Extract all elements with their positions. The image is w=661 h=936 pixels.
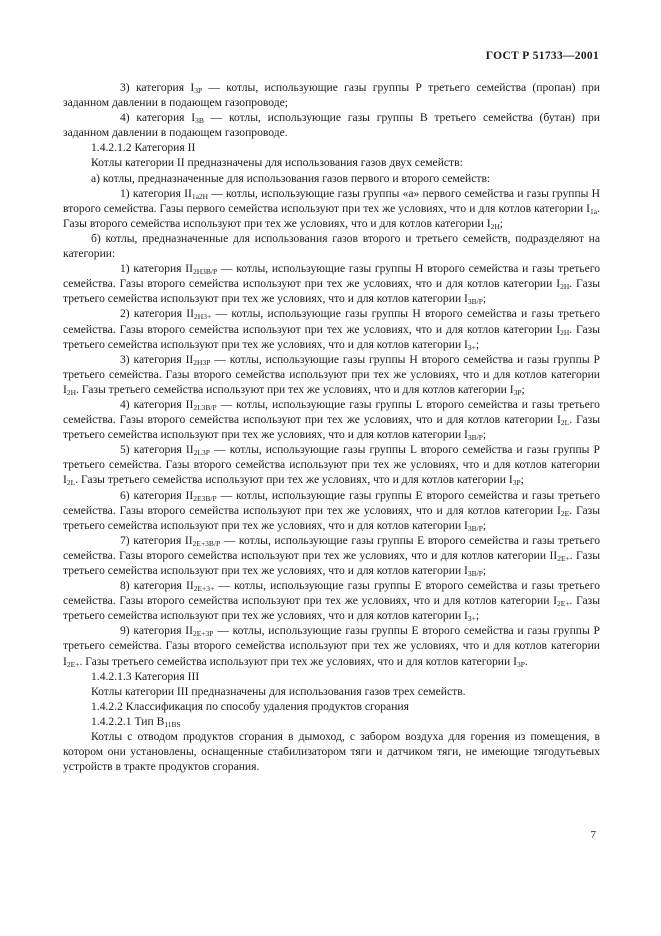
subscript-text: 3+ — [467, 342, 476, 352]
paragraph — [63, 578, 600, 623]
paragraph-text: 7) категория II — [120, 533, 193, 547]
subscript-text: 2H3B/P — [192, 267, 218, 277]
paragraph-text: ; — [482, 564, 487, 577]
paragraph — [63, 684, 600, 699]
subscript-text: 2E+ — [556, 599, 570, 609]
paragraph-text: ; — [475, 609, 480, 623]
paragraph — [63, 352, 600, 397]
subscript-text: 2H — [490, 221, 500, 231]
paragraph-text: — котлы, использующие газы группы Н второго семейства и газы третьего семейства. Газы второго семейства используют при тех же условиях, что и для котлов категории I — [63, 307, 600, 336]
paragraph — [63, 306, 600, 351]
paragraph-text: — котлы, использующие газы группы L второго семейства и газы группы Р третьего семейства. Газы второго семейства используют при тех же условиях, что и для котлов категории I — [63, 443, 600, 487]
paragraph-text: — котлы, использующие газы группы Е второго семейства и газы третьего семейства. Газы второго семейства используют при тех же условиях, что и для котлов категории II — [63, 533, 600, 562]
paragraph-text: . Газы третьего семейства используют при тех же условиях, что и для котлов категории I — [63, 277, 600, 306]
paragraph-text: — котлы, использующие газы группы «а» первого семейства и газы группы Н второго семейства. Газы первого семейства используют при тех же условиях, что и для котлов категории I — [63, 186, 600, 215]
paragraph-text: 3) категория I — [120, 81, 195, 94]
paragraph-text: ; — [499, 216, 503, 230]
paragraph-text: — котлы, использующие газы группы Н второго семейства и газы группы Р третьего семейства. Газы второго семейства используют при тех же условиях, что и для котлов категории I — [63, 352, 600, 396]
paragraph-text: 3) категория II — [120, 352, 194, 366]
subscript-text: 3B/P — [467, 297, 483, 307]
paragraph — [63, 442, 600, 487]
subscript-text: 2L3B/P — [193, 402, 217, 412]
paragraph-text: 2) категория II — [120, 307, 195, 321]
paragraph — [63, 488, 600, 533]
paragraph — [63, 623, 600, 668]
paragraph-text: 5) категория II — [120, 443, 194, 457]
paragraph-text: 6) категория II — [120, 488, 194, 502]
paragraph-text: . Газы третьего семейства используют при тех же условиях, что и для котлов категории I — [63, 503, 600, 532]
paragraph — [63, 729, 600, 774]
subscript-text: 2H3+ — [194, 312, 212, 322]
paragraph-text: 1.4.2.1.3 Категория III — [91, 669, 200, 683]
paragraph — [63, 231, 600, 261]
subscript-text: 3+ — [467, 614, 476, 624]
paragraph — [63, 669, 600, 684]
paragraph-text: . Газы третьего семейства используют при тех же условиях, что и для котлов категории I — [76, 382, 514, 396]
paragraph — [63, 397, 600, 442]
paragraph — [63, 140, 600, 155]
paragraph-text: Котлы категории II предназначены для использования газов двух семейств: — [91, 156, 463, 170]
subscript-text: 3P — [516, 659, 525, 669]
subscript-text: 2E+ — [557, 553, 570, 563]
subscript-text: 3B/P — [467, 569, 483, 578]
subscript-text: 2E+ — [66, 659, 80, 669]
paragraph-text: — котлы, использующие газы группы В третьего семейства (бутан) при заданном давлении в подающем газопроводе. — [63, 111, 600, 140]
paragraph-text: 1) категория II — [120, 262, 193, 276]
subscript-text: 1a2H — [191, 191, 209, 201]
paragraph-text: 1) категория II — [120, 186, 192, 200]
paragraph-text: — котлы, использующие газы группы L второго семейства и газы третьего семейства. Газы второго семейства используют при тех же условиях, что и для котлов категории I — [63, 397, 600, 427]
standard-header: ГОСТ Р 51733—2001 — [485, 50, 599, 62]
subscript-text: 2L — [66, 478, 76, 488]
paragraph-text: . Газы третьего семейства используют при тех же условиях, что и для котлов категории I — [63, 322, 600, 351]
paragraph-text: — котлы, использующие газы группы Р третьего семейства (пропан) при заданном давлении в подающем газопроводе; — [63, 81, 601, 110]
paragraph-text: 1.4.2.2.1 Тип B — [91, 714, 165, 728]
paragraph — [63, 171, 600, 186]
paragraph-text: 1.4.2.1.2 Категория II — [91, 141, 196, 155]
paragraph — [63, 110, 600, 140]
paragraph — [63, 80, 600, 110]
paragraph — [63, 699, 600, 714]
subscript-text: 2L3P — [193, 448, 210, 458]
subscript-text: 2H3P — [193, 357, 211, 367]
subscript-text: 3P — [512, 478, 521, 488]
paragraph-text: ; — [482, 292, 487, 306]
subscript-text: 3B — [195, 116, 204, 126]
paragraph-text: . Газы второго семейства используют при тех же условиях, что и для котлов категории I — [63, 201, 600, 230]
page-number: 7 — [590, 829, 596, 841]
subscript-text: 2E+3P — [193, 629, 214, 639]
subscript-text: 2L — [560, 418, 570, 428]
subscript-text: 2H — [560, 282, 570, 292]
paragraph — [63, 186, 600, 231]
paragraph-text: . Газы третьего семейства используют при тех же условиях, что и для котлов категории I — [63, 548, 600, 577]
subscript-text: 2E+3B/P — [192, 538, 221, 548]
subscript-text: 2E3B/P — [193, 493, 217, 503]
paragraph-text: — котлы, использующие газы группы Е второго семейства и газы третьего семейства. Газы второго семейства используют при тех же условиях, что и для котлов категории I — [63, 579, 601, 608]
paragraph-text: ; — [482, 428, 487, 442]
paragraph-text: Котлы категории III предназначены для использования газов трех семейств. — [91, 684, 466, 698]
paragraph-text: ; — [521, 382, 525, 396]
paragraph-text: . Газы третьего семейства используют при тех же условиях, что и для котлов категории I — [63, 413, 600, 442]
subscript-text: 2E — [560, 508, 570, 518]
subscript-text: 3B/P — [467, 523, 483, 533]
paragraph-text: — котлы, использующие газы группы Н второго семейства и газы третьего семейства. Газы второго семейства используют при тех же условиях, что и для котлов категории I — [63, 262, 600, 291]
paragraph-text: . Газы третьего семейства используют при тех же условиях, что и для котлов категории I — [63, 594, 600, 623]
document-body — [63, 80, 600, 774]
paragraph — [63, 533, 600, 578]
paragraph — [63, 714, 600, 729]
paragraph-text: — котлы, использующие газы группы Е второго семейства и газы третьего семейства. Газы второго семейства используют при тех же условиях, что и для котлов категории I — [63, 488, 600, 517]
subscript-text: 3P — [194, 86, 203, 95]
paragraph-text: ; — [520, 473, 524, 487]
paragraph-text: . — [524, 654, 528, 668]
paragraph — [63, 261, 600, 306]
subscript-text: 11BS — [164, 719, 181, 729]
subscript-text: 3B/P — [467, 433, 483, 443]
subscript-text: 2E+3+ — [193, 584, 215, 594]
paragraph-text: 8) категория II — [120, 579, 194, 593]
paragraph-text: б) котлы, предназначенные для использования газов второго и третьего семейств, подразделяют на категории: — [63, 231, 600, 261]
subscript-text: 3P — [513, 387, 522, 397]
subscript-text: 2H — [66, 387, 77, 397]
paragraph-text: Котлы с отводом продуктов сгорания в дымоход, с забором воздуха для горения из помещения, в котором они установлены, оснащенные стабилизатором тяги и датчиком тяги, не имеющие тягодутьевых устройств в тракте продуктов сгорания. — [63, 730, 600, 774]
paragraph-text: ; — [482, 518, 487, 532]
subscript-text: 1a — [590, 206, 598, 216]
paragraph-text: 9) категория II — [120, 624, 193, 638]
paragraph-text: а) котлы, предназначенные для использования газов первого и второго семейств: — [91, 171, 491, 185]
paragraph-text: ; — [475, 337, 480, 351]
paragraph-text: 1.4.2.2 Классификация по способу удаления продуктов сгорания — [91, 699, 409, 713]
paragraph-text: 4) категория II — [120, 397, 194, 411]
paragraph-text: . Газы третьего семейства используют при тех же условиях, что и для котлов категории I — [79, 654, 517, 668]
subscript-text: 2H — [560, 327, 570, 337]
paragraph-text: — котлы, использующие газы группы Е второго семейства и газы группы Р третьего семейства. Газы второго семейства используют при тех же условиях, что и для котлов категории I — [63, 624, 600, 668]
paragraph — [63, 155, 600, 170]
paragraph-text: . Газы третьего семейства используют при тех же условиях, что и для котлов категории I — [75, 473, 513, 487]
paragraph-text: 4) категория I — [120, 111, 196, 125]
